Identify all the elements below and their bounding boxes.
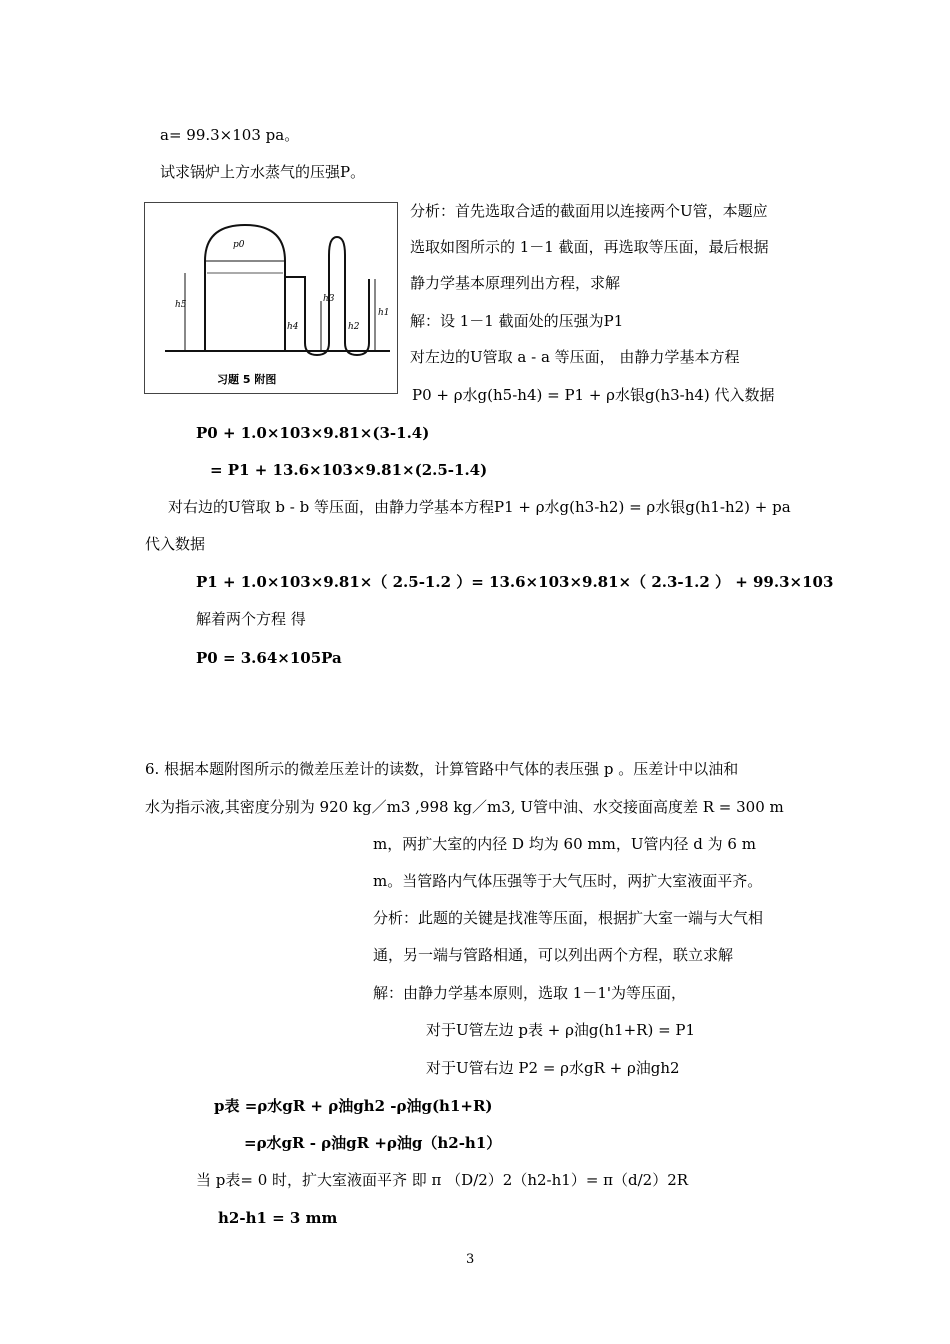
text-line-09: P0 + 1.0×103×9.81×(3-1.4) — [196, 424, 430, 442]
text-line-20: 分析：此题的关键是找准等压面，根据扩大室一端与大气相 — [373, 909, 764, 927]
text-line-13: P1 + 1.0×103×9.81×（ 2.5-1.2 ）= 13.6×103×9.81×（ 2.3-1.2 ） + 99.3×103 — [196, 573, 834, 591]
text-line-23: 对于U管左边 p表 + ρ油g(h1+R) = P1 — [426, 1021, 696, 1039]
text-line-21: 通，另一端与管路相通，可以列出两个方程，联立求解 — [373, 946, 734, 964]
text-line-28: h2-h1 = 3 mm — [218, 1209, 338, 1227]
text-line-19: m。当管路内气体压强等于大气压时，两扩大室液面平齐。 — [373, 872, 763, 890]
text-line-04: 选取如图所示的 1－1 截面，再选取等压面，最后根据 — [410, 238, 769, 256]
label-p0: p0 — [233, 240, 245, 250]
text-line-27: 当 p表= 0 时，扩大室液面平齐 即 π （D/2）2（h2-h1）= π（d/2）2R — [196, 1171, 689, 1189]
text-line-26: =ρ水gR - ρ油gR +ρ油g（h2-h1） — [244, 1134, 502, 1152]
text-line-05: 静力学基本原理列出方程，求解 — [410, 274, 621, 292]
text-line-22: 解：由静力学基本原则，选取 1－1'为等压面， — [373, 984, 686, 1002]
text-line-10: = P1 + 13.6×103×9.81×(2.5-1.4) — [210, 461, 488, 479]
label-h4: h4 — [287, 322, 299, 332]
text-line-11: 对右边的U管取 b - b 等压面，由静力学基本方程P1 + ρ水g(h3-h2) = ρ水银g(h1-h2) + pa — [168, 498, 791, 516]
text-line-12: 代入数据 — [145, 535, 206, 553]
text-line-25: p表 =ρ水gR + ρ油gh2 -ρ油g(h1+R) — [214, 1097, 493, 1115]
page-number: 3 — [466, 1252, 475, 1267]
text-line-01: a= 99.3×103 pa。 — [160, 126, 300, 144]
text-line-07: 对左边的U管取 a - a 等压面， 由静力学基本方程 — [410, 348, 740, 366]
label-h2: h2 — [348, 322, 360, 332]
label-h1: h1 — [378, 308, 390, 318]
label-h3: h3 — [323, 294, 335, 304]
text-line-08: P0 + ρ水g(h5-h4) = P1 + ρ水银g(h3-h4) 代入数据 — [412, 386, 775, 404]
text-line-18: m，两扩大室的内径 D 均为 60 mm，U管内径 d 为 6 m — [373, 835, 756, 853]
text-line-14: 解着两个方程 得 — [196, 610, 306, 628]
boiler-u-tube-diagram — [145, 203, 397, 393]
figure-problem-5 — [144, 202, 398, 394]
text-line-16: 6. 根据本题附图所示的微差压差计的读数，计算管路中气体的表压强 p 。压差计中以油和 — [145, 760, 739, 778]
text-line-06: 解：设 1－1 截面处的压强为P1 — [410, 312, 624, 330]
text-line-24: 对于U管右边 P2 = ρ水gR + ρ油gh2 — [426, 1059, 680, 1077]
label-h5: h5 — [175, 300, 187, 310]
text-line-03: 分析：首先选取合适的截面用以连接两个U管，本题应 — [410, 202, 768, 220]
text-line-15: P0 = 3.64×105Pa — [196, 649, 342, 667]
text-line-17: 水为指示液,其密度分别为 920 kg／m3 ,998 kg／m3, U管中油、水交接面高度差 R = 300 m — [145, 798, 784, 816]
figure-caption: 习题 5 附图 — [217, 373, 277, 386]
text-line-02: 试求锅炉上方水蒸气的压强P。 — [160, 163, 366, 181]
